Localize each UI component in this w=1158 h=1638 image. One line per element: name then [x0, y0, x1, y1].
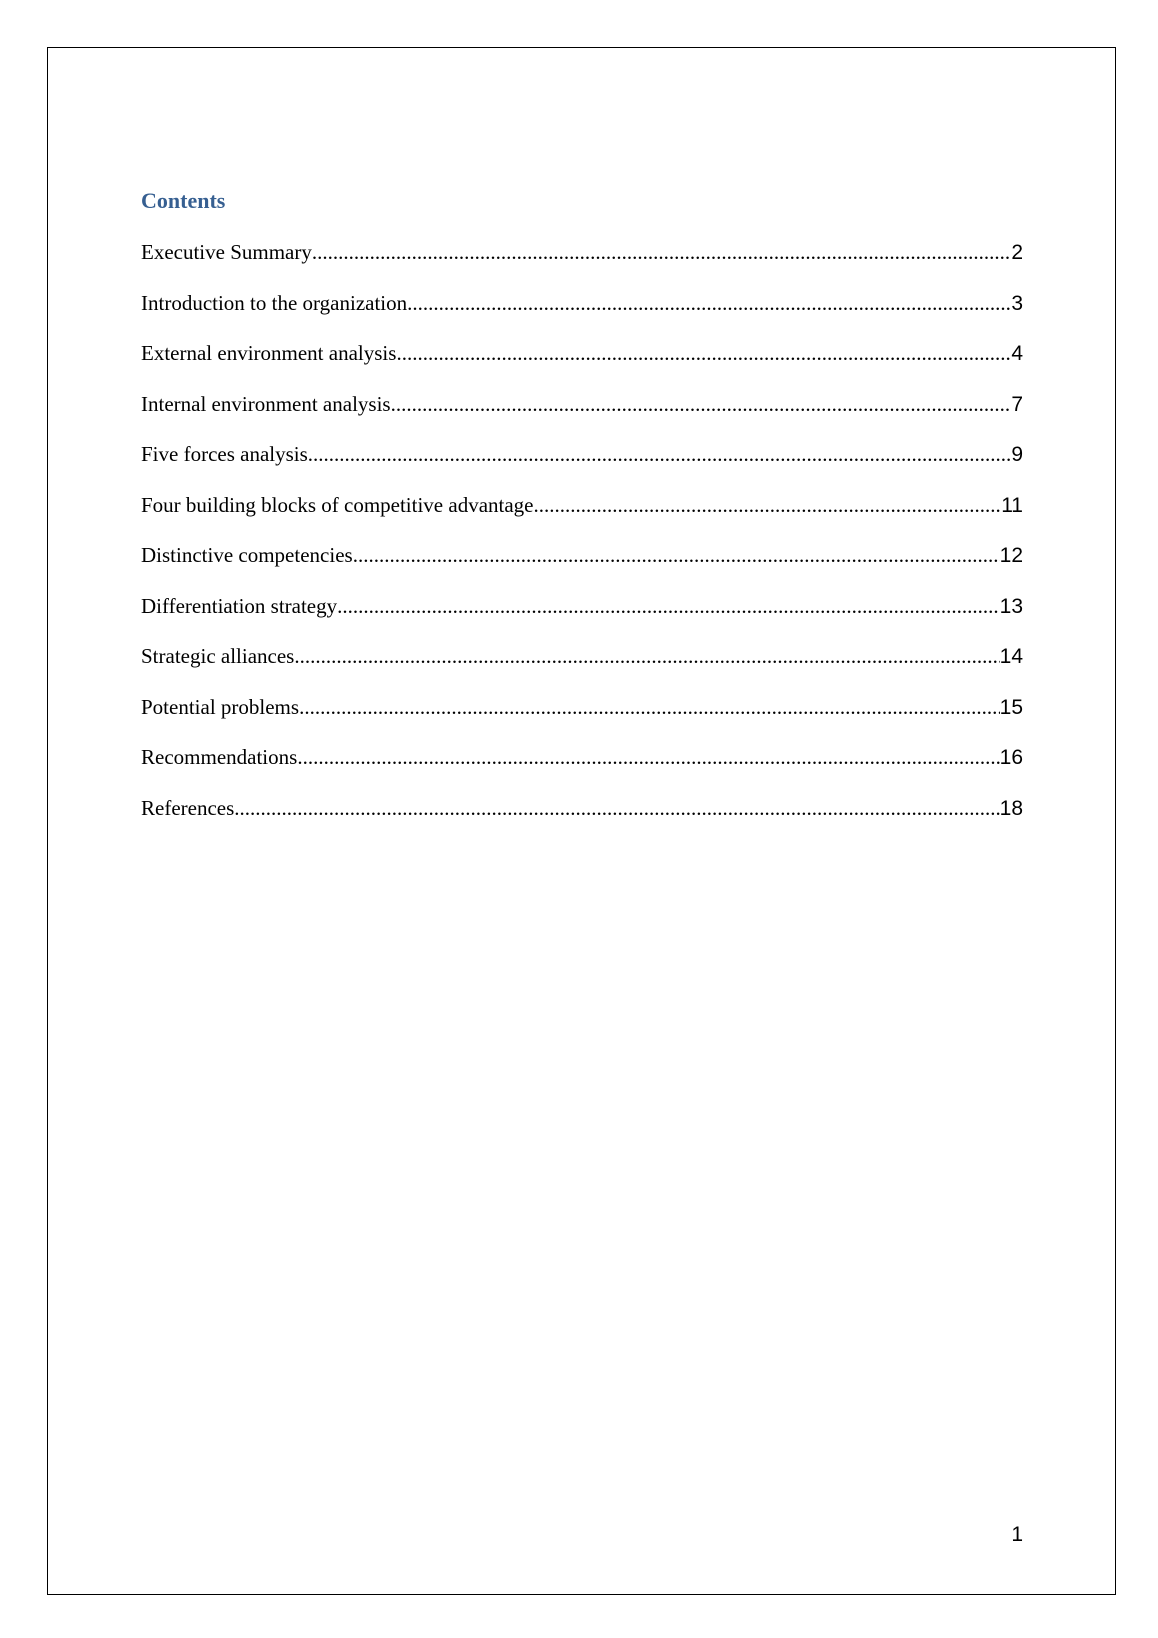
toc-entry-title: Distinctive competencies: [141, 543, 353, 567]
toc-entry-internal-environment[interactable]: [141, 392, 1023, 443]
toc-entry-title: Introduction to the organization: [141, 290, 408, 315]
toc-entry-page: 2: [1011, 241, 1023, 264]
toc-entry-title: Internal environment analysis: [141, 391, 391, 416]
toc-entry-page: 13: [999, 594, 1023, 618]
toc-entry-title: Differentiation strategy: [141, 593, 338, 618]
toc-entry-potential-problems[interactable]: [141, 695, 1023, 746]
toc-entry-title: Executive Summary: [141, 240, 312, 264]
toc-entry-page: 7: [1011, 392, 1023, 416]
toc-dot-leader: [353, 543, 1000, 568]
toc-entry-title: Four building blocks of competitive advantage: [141, 492, 534, 517]
toc-entry-page: 4: [1011, 342, 1023, 365]
toc-entry-page: 12: [999, 544, 1023, 567]
toc-entry-title: Strategic alliances: [141, 644, 295, 668]
toc-dot-leader: [534, 493, 1002, 518]
toc-entry-page: 3: [1011, 291, 1023, 315]
toc-list: [141, 240, 1023, 846]
toc-entry-title: References: [141, 795, 235, 820]
toc-entry-recommendations[interactable]: [141, 745, 1023, 796]
toc-dot-leader: [396, 341, 1011, 366]
toc-entry-distinctive-competencies[interactable]: [141, 543, 1023, 594]
toc-entry-references[interactable]: [141, 796, 1023, 847]
toc-entry-external-environment[interactable]: [141, 341, 1023, 392]
toc-entry-executive-summary[interactable]: [141, 240, 1023, 291]
table-of-contents: [141, 186, 1023, 846]
toc-entry-page: 15: [999, 695, 1023, 719]
toc-dot-leader: [308, 442, 1012, 467]
toc-entry-title: Recommendations: [141, 745, 298, 769]
toc-dot-leader: [234, 796, 999, 821]
toc-entry-title: External environment analysis: [141, 341, 397, 365]
toc-dot-leader: [294, 644, 999, 669]
toc-entry-page: 14: [999, 645, 1023, 668]
toc-entry-building-blocks[interactable]: [141, 493, 1023, 544]
toc-entry-introduction[interactable]: [141, 291, 1023, 342]
toc-dot-leader: [407, 291, 1011, 316]
toc-dot-leader: [337, 594, 1000, 619]
toc-dot-leader: [299, 695, 1000, 720]
toc-entry-title: Five forces analysis: [141, 442, 308, 466]
toc-dot-leader: [297, 745, 999, 770]
toc-dot-leader: [312, 240, 1011, 265]
toc-entry-title: Potential problems: [141, 694, 300, 719]
page-number: 1: [1011, 1523, 1023, 1546]
toc-entry-differentiation-strategy[interactable]: [141, 594, 1023, 645]
toc-entry-page: 11: [1001, 493, 1023, 517]
toc-entry-page: 18: [999, 796, 1023, 820]
toc-entry-page: 16: [999, 746, 1023, 769]
toc-entry-five-forces[interactable]: [141, 442, 1023, 493]
toc-entry-strategic-alliances[interactable]: [141, 644, 1023, 695]
toc-entry-page: 9: [1011, 443, 1023, 466]
toc-heading: Contents: [141, 188, 226, 213]
toc-dot-leader: [391, 392, 1012, 417]
